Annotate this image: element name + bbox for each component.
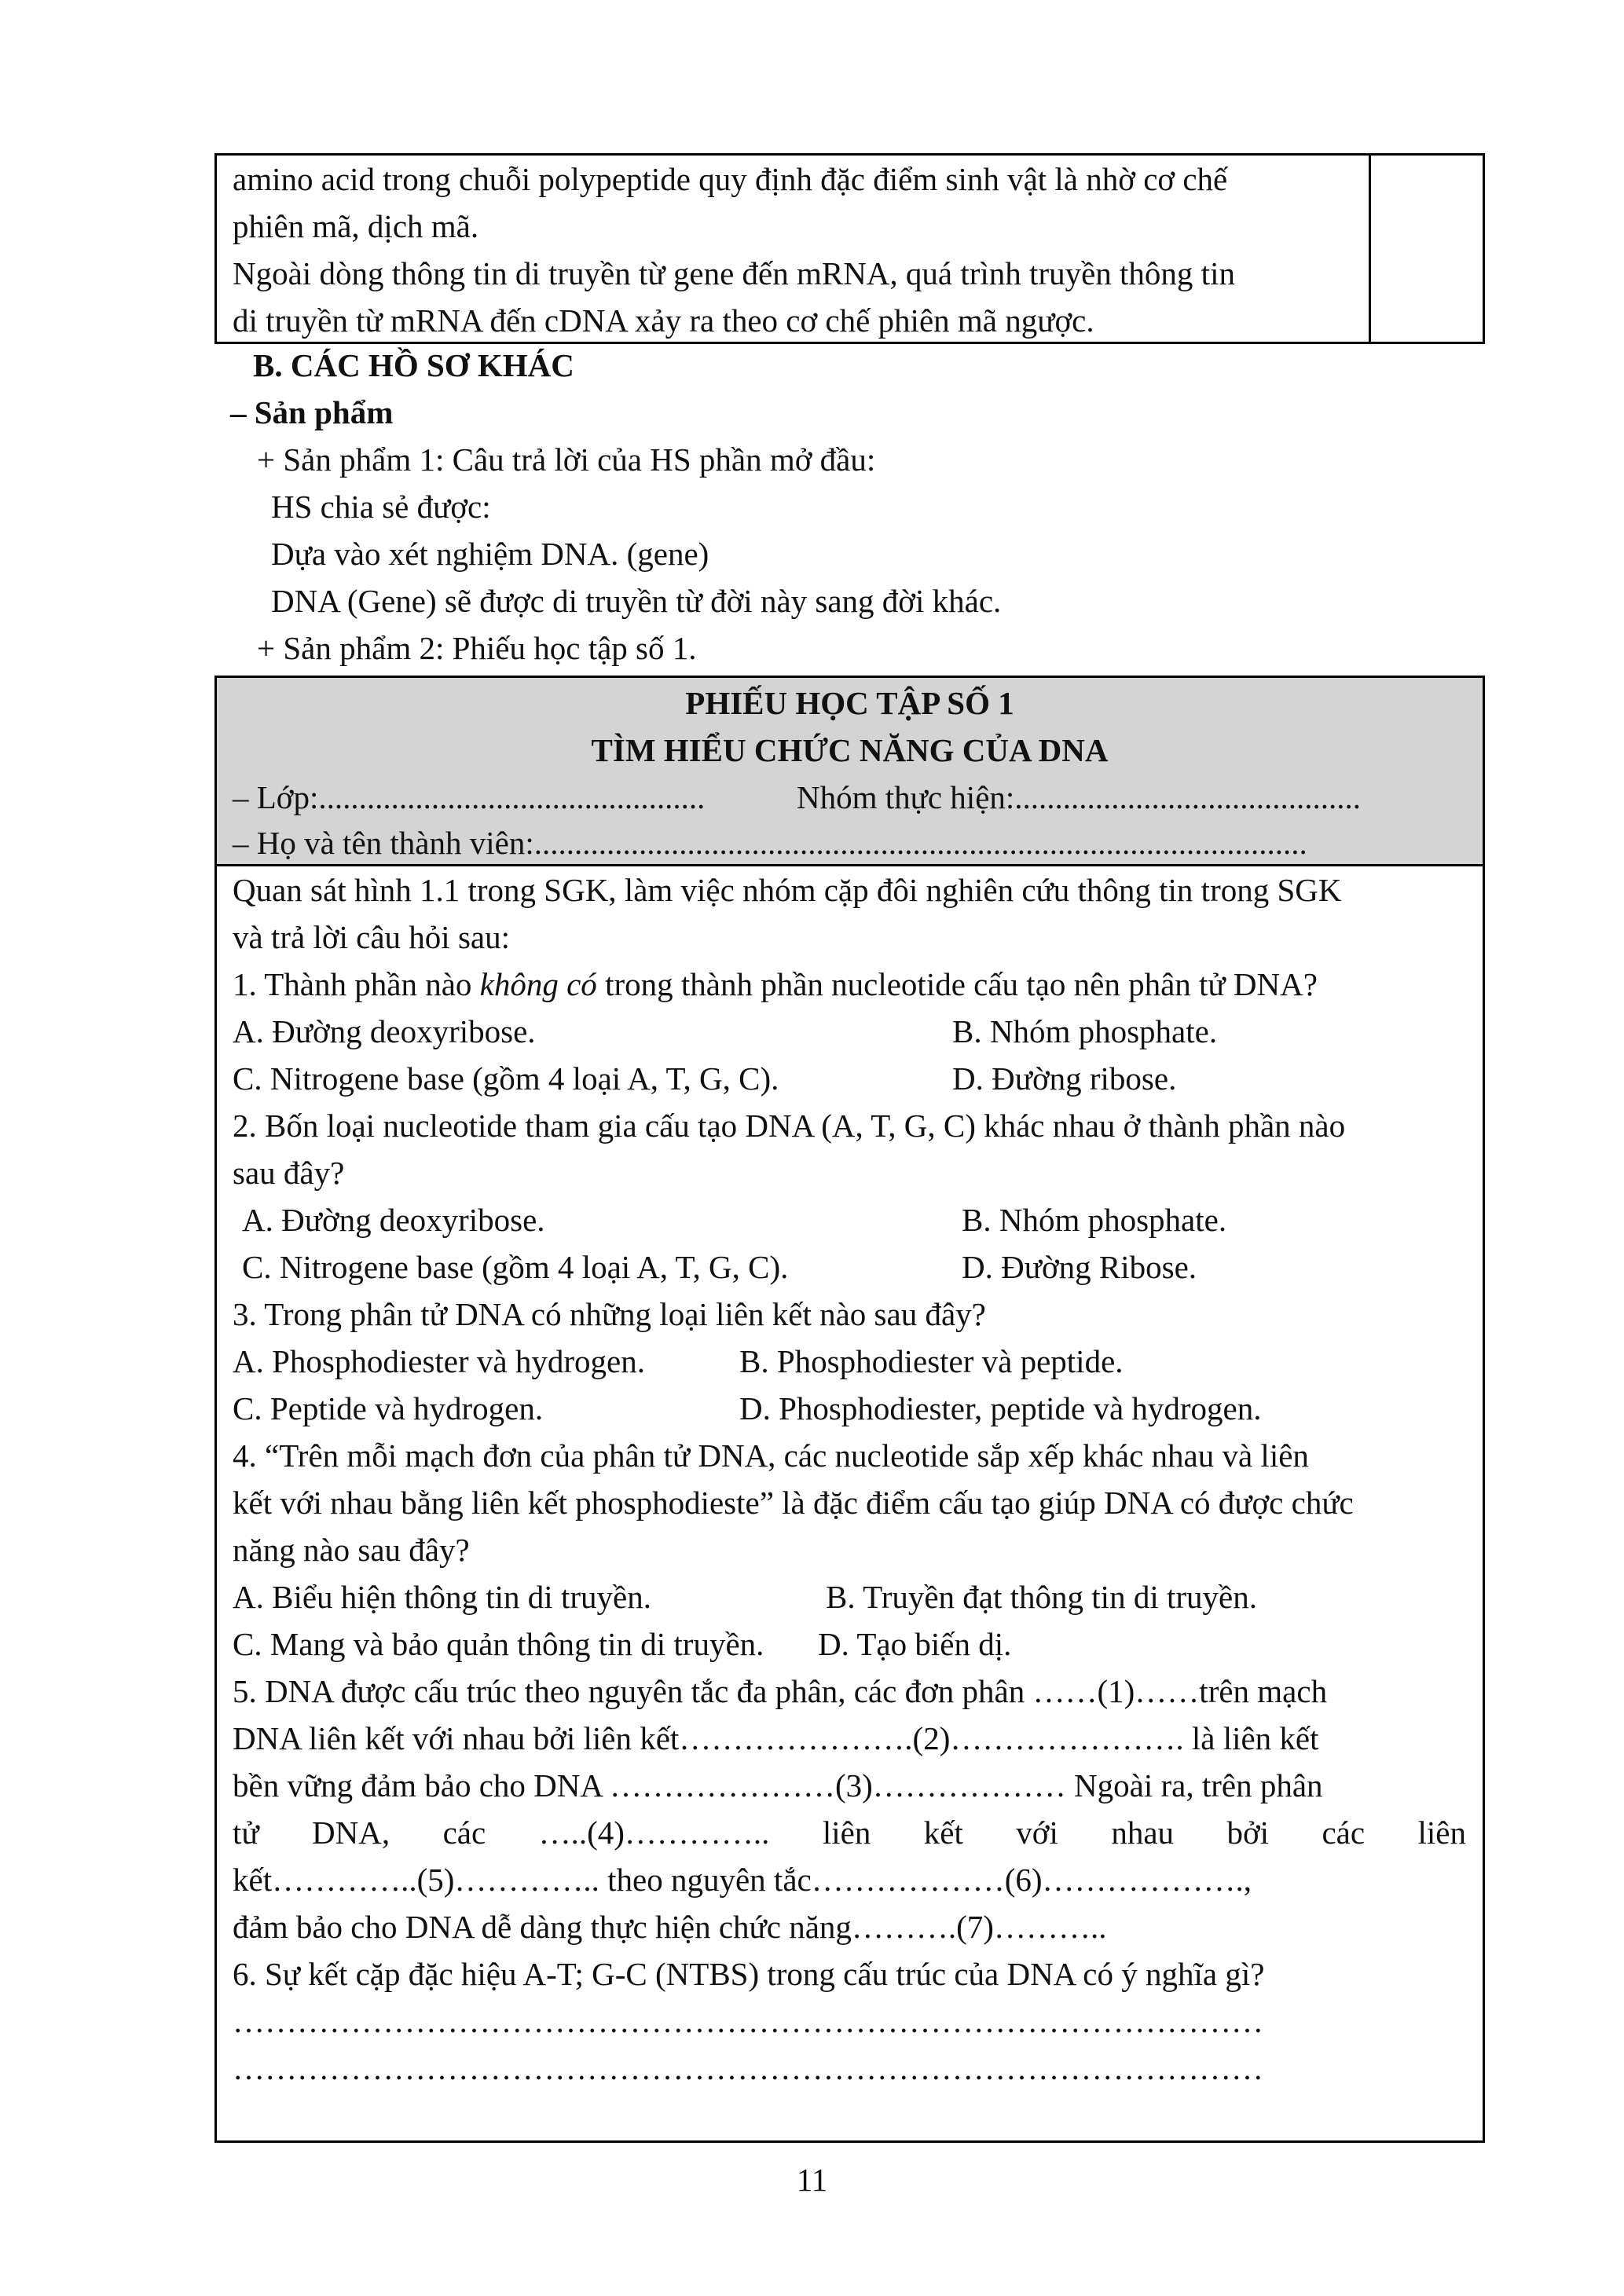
q4-option-d: D. Tạo biến dị. xyxy=(818,1626,1012,1662)
table-line: di truyền từ mRNA đến cDNA xảy ra theo cơ chế phiên mã ngược. xyxy=(233,302,1094,339)
product-1-line: + Sản phẩm 1: Câu trả lời của HS phần mở đầu: xyxy=(257,441,876,478)
worksheet-intro: và trả lời câu hỏi sau: xyxy=(233,919,510,955)
worksheet-header xyxy=(217,678,1483,866)
table-line: amino acid trong chuỗi polypeptide quy định đặc điểm sinh vật là nhờ cơ chế xyxy=(233,161,1228,197)
table-line: phiên mã, dịch mã. xyxy=(233,208,479,244)
q1-option-b: B. Nhóm phosphate. xyxy=(952,1013,1218,1049)
product-2-line: + Sản phẩm 2: Phiếu học tập số 1. xyxy=(257,630,697,666)
q2-option-c: C. Nitrogene base (gồm 4 loại A, T, G, C). xyxy=(242,1249,789,1285)
q3-option-d: D. Phosphodiester, peptide và hydrogen. xyxy=(739,1390,1262,1426)
q1-option-d: D. Đường ribose. xyxy=(952,1060,1177,1097)
question-5: bền vững đảm bảo cho DNA …………………(3)……………… Ngoài ra, trên phân xyxy=(233,1767,1323,1803)
table-line: Ngoài dòng thông tin di truyền từ gene đến mRNA, quá trình truyền thông tin xyxy=(233,255,1235,291)
answer-dots: …………………………………………………………………………………… xyxy=(233,2003,1263,2039)
question-4: kết với nhau bằng liên kết phosphodieste” là đặc điểm cấu tạo giúp DNA có được chức xyxy=(233,1485,1354,1521)
section-heading: B. CÁC HỒ SƠ KHÁC xyxy=(253,347,574,383)
question-6: 6. Sự kết cặp đặc hiệu A-T; G-C (NTBS) trong cấu trúc của DNA có ý nghĩa gì? xyxy=(233,1956,1265,1992)
question-5: kết…………..(5)………….. theo nguyên tắc………………(6)………………., xyxy=(233,1862,1252,1898)
members-field: – Họ và tên thành viên:................................................................................................ xyxy=(233,825,1307,861)
question-2: sau đây? xyxy=(233,1155,345,1191)
worksheet-intro: Quan sát hình 1.1 trong SGK, làm việc nhóm cặp đôi nghiên cứu thông tin trong SGK xyxy=(233,872,1342,908)
worksheet-subtitle: TÌM HIỂU CHỨC NĂNG CỦA DNA xyxy=(591,732,1109,768)
q3-option-a: A. Phosphodiester và hydrogen. xyxy=(233,1343,645,1379)
q2-option-d: D. Đường Ribose. xyxy=(962,1249,1197,1285)
q1-option-a: A. Đường deoxyribose. xyxy=(233,1013,536,1049)
page-number: 11 xyxy=(796,2162,828,2198)
continuation-table xyxy=(214,153,1485,344)
question-1: 1. Thành phần nào không có trong thành phần nucleotide cấu tạo nên phân tử DNA? xyxy=(233,966,1318,1002)
table-column-divider xyxy=(1369,156,1371,342)
worksheet-box xyxy=(214,676,1485,2143)
q4-option-b: B. Truyền đạt thông tin di truyền. xyxy=(826,1579,1257,1615)
question-4: 4. “Trên mỗi mạch đơn của phân tử DNA, các nucleotide sắp xếp khác nhau và liên xyxy=(233,1437,1309,1474)
question-5: tử DNA, các …..(4)………….. liên kết với nhau bởi các liên xyxy=(233,1814,1466,1851)
question-3: 3. Trong phân tử DNA có những loại liên kết nào sau đây? xyxy=(233,1296,986,1332)
q2-option-b: B. Nhóm phosphate. xyxy=(962,1202,1227,1238)
q3-option-b: B. Phosphodiester và peptide. xyxy=(739,1343,1124,1379)
question-5: 5. DNA được cấu trúc theo nguyên tắc đa phân, các đơn phân ……(1)……trên mạch xyxy=(233,1673,1328,1709)
product-1-detail: HS chia sẻ được: xyxy=(271,489,491,525)
product-1-detail: Dựa vào xét nghiệm DNA. (gene) xyxy=(271,536,709,572)
answer-dots: …………………………………………………………………………………… xyxy=(233,2050,1263,2086)
question-5: DNA liên kết với nhau bởi liên kết………………….(2)…………………. là liên kết xyxy=(233,1720,1319,1756)
q4-option-a: A. Biểu hiện thông tin di truyền. xyxy=(233,1579,651,1615)
question-2: 2. Bốn loại nucleotide tham gia cấu tạo DNA (A, T, G, C) khác nhau ở thành phần nào xyxy=(233,1108,1346,1144)
q1-option-c: C. Nitrogene base (gồm 4 loại A, T, G, C). xyxy=(233,1060,779,1097)
q4-option-c: C. Mang và bảo quản thông tin di truyền. xyxy=(233,1626,764,1662)
products-label: – Sản phẩm xyxy=(230,394,394,430)
question-5: đảm bảo cho DNA dễ dàng thực hiện chức năng……….(7)……….. xyxy=(233,1909,1107,1945)
question-4: năng nào sau đây? xyxy=(233,1532,470,1568)
q3-option-c: C. Peptide và hydrogen. xyxy=(233,1390,544,1426)
worksheet-title: PHIẾU HỌC TẬP SỐ 1 xyxy=(685,685,1014,721)
class-field: – Lớp:................................................ xyxy=(233,779,706,815)
group-field: Nhóm thực hiện:........................................... xyxy=(797,779,1362,815)
product-1-detail: DNA (Gene) sẽ được di truyền từ đời này sang đời khác. xyxy=(271,583,1002,619)
q2-option-a: A. Đường deoxyribose. xyxy=(242,1202,545,1238)
